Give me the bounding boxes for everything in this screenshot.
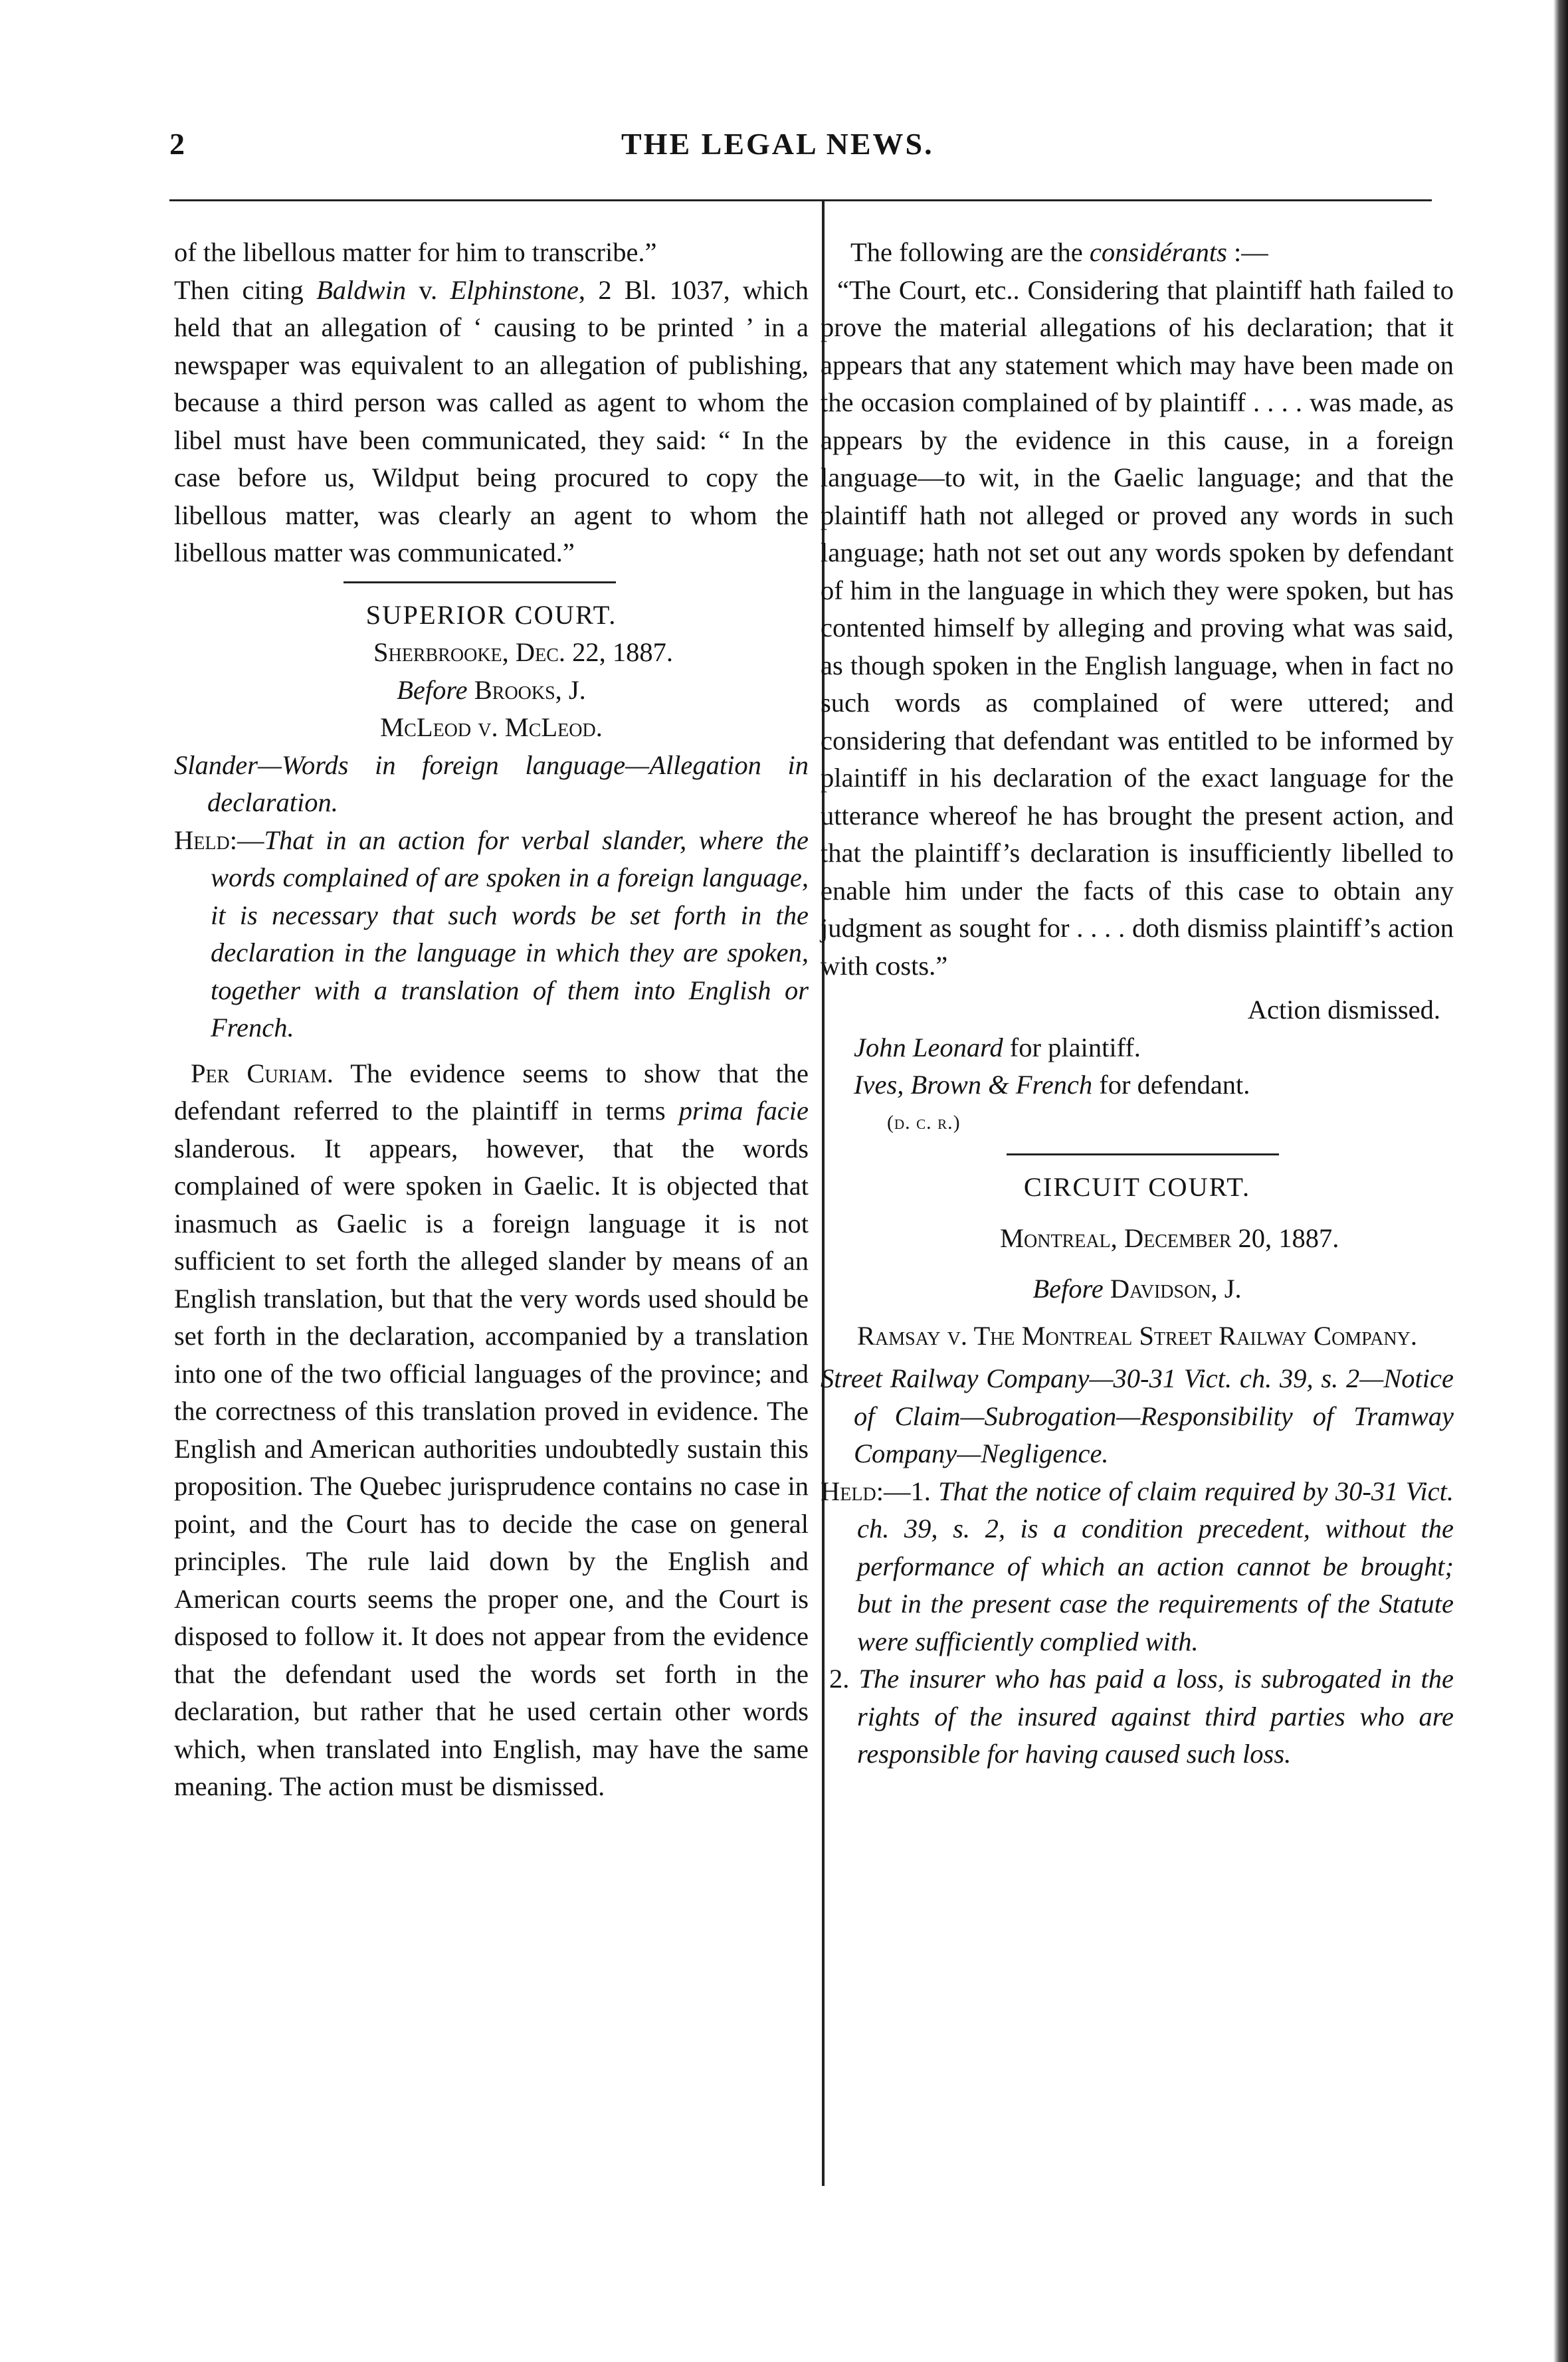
judge-name: Davidson, J. [1110,1274,1242,1304]
dateline [174,634,809,672]
considerants-lead: The following are the [850,237,1090,267]
header-rule [169,199,1432,201]
dateline-text: Sherbrooke, Dec. 22, 1887. [373,637,674,667]
court-heading: CIRCUIT COURT. [1023,1172,1251,1202]
considerants-word: considérants [1089,237,1227,267]
case-subject: Slander—Words in foreign language—Allegation in declaration. [174,749,809,817]
before-judge [821,1270,1454,1308]
held-label: Held [821,1476,876,1506]
held-intro: :—1. [876,1476,939,1506]
held-label: Held [174,825,230,855]
right-column [821,234,1454,1773]
held-paragraph: Held:—That in an action for verbal slander, where the words complained of are spoken in a foreign language, it is necessary that such words be set forth in the declaration in the language in which they are spoken, together with a translation of them into English or French. [174,825,809,1042]
before-label: Before [397,674,468,705]
held-paragraph [821,1473,1454,1661]
page-header [169,126,1432,173]
case-name: Ramsay v. The Montreal Street Railway Company. [857,1320,1417,1351]
counsel-plaintiff [821,1029,1454,1067]
court-heading: SUPERIOR COURT. [365,599,617,630]
considerants-text: “The Court, etc.. Considering that plaintiff hath failed to prove the material allegations of his declaration; that it appears that any statement which may have been made on the occasion complained of by plaintiff . . . . was made, as appears by the evidence in this cause, in a foreign language—to wit, in the Gaelic language; and that the plaintiff hath not alleged or proved any words in such language; hath not set out any words spoken by defendant of him in the language in which they were spoken, but has contented himself by alleging and proving what was said, as though spoken in the English language, when in fact no such words as complained of were uttered; and considering that defendant was entitled to be informed by plaintiff in his declaration of the exact language for the utterance whereof he has brought the present action, and that the plaintiff’s declaration is insufficiently libelled to enable him under the facts of this case to obtain any judgment as sought for . . . . doth dismiss plaintiff’s action with costs.” [821,274,1454,981]
dateline [821,1220,1454,1258]
left-column [174,234,809,1806]
running-title: THE LEGAL NEWS. [621,127,934,161]
disposition: Action dismissed. [1247,995,1440,1025]
libel-continuation [174,234,809,572]
defendant-counsel-role: for defendant. [1092,1070,1250,1100]
case-subject: Street Railway Company—30-31 Vict. ch. 39, s. 2—Notice of Claim—Subrogation—Responsibility of Tramway Company—Negligence. [821,1363,1454,1468]
section-divider [343,581,616,583]
section-divider [1007,1153,1279,1155]
versus: v. [406,274,450,305]
reporter-initials: (d. c. r.) [887,1111,961,1133]
held-number-2: 2. [829,1664,850,1694]
judge-name: Brooks, J. [474,674,586,705]
continuation-line: of the libellous matter for him to transcribe.” [174,237,657,267]
counsel-defendant [821,1066,1454,1104]
per-curiam-label: Per Curiam. [191,1058,334,1088]
considerants-end: :— [1226,237,1268,267]
opinion-text-2: slanderous. It appears, however, that the words complained of were spoken in Gaelic. It is objected that inasmuch as Gaelic is a foreign language it is not sufficient to set forth the alleged slander by means of an English translation, but that the very words used should be set forth in the declaration, accompanied by a translation into one of the two official languages of the province; and the correctness of this translation proved in evidence. The English and American authorities undoubtedly sustain this proposition. The Quebec jurisprudence contains no case in point, and the Court has to decide the case on general principles. The rule laid down by the English and American courts seems the proper one, and the Court is disposed to follow it. It does not appear from the evidence that the defendant used the words set forth in the declaration, but rather that he used certain other words which, when translated into English, may have the same meaning. The action must be dismissed. [174,1133,809,1801]
dateline-text: Montreal, December 20, 1887. [1000,1223,1339,1253]
citation-lead: Then citing [174,274,317,305]
held-point-2-text: The insurer who has paid a loss, is subrogated in the rights of the insured against third parties who are responsible for having caused such loss. [857,1664,1454,1769]
binding-edge [1553,0,1568,2362]
per-curiam-paragraph [174,1055,809,1806]
case-party-2: Elphinstone [450,274,579,305]
held-point-2 [821,1660,1454,1773]
defendant-counsel-name: Ives, Brown & French [854,1070,1093,1100]
considerants-intro [821,234,1454,272]
opinion-text-1: The evidence seems to show that the defendant referred to the plaintiff in terms [174,1058,809,1126]
held-text: That in an action for verbal slander, where the words complained of are spoken in a foreign language, it is necessary that such words be set forth in the declaration in the language in which they are spoken, together with a translation of them into English or French. [211,825,809,1042]
case-party-1: Baldwin [316,274,407,305]
held-point-1: That the notice of claim required by 30-31 Vict. ch. 39, s. 2, is a condition precedent, without the performance of which an action cannot be brought; but in the present case the requirements of the Statute were sufficiently complied with. [857,1476,1454,1656]
case-name: McLeod v. McLeod. [380,712,603,742]
plaintiff-counsel-role: for plaintiff. [1003,1032,1141,1062]
plaintiff-counsel-name: John Leonard [854,1032,1003,1062]
before-label: Before [1032,1274,1104,1304]
prima-facie: prima facie [678,1096,809,1126]
before-judge [174,672,809,710]
page-number: 2 [169,127,185,161]
citation-text: , 2 Bl. 1037, which held that an allegation of ‘ causing to be printed ’ in a newspaper was equivalent to an allegation of publishing, because a third person was called as agent to whom the libel must have been communicated, they said: “ In the case before us, Wildput being procured to copy the libellous matter, was clearly an agent to whom the libellous matter was communicated.” [174,274,809,567]
